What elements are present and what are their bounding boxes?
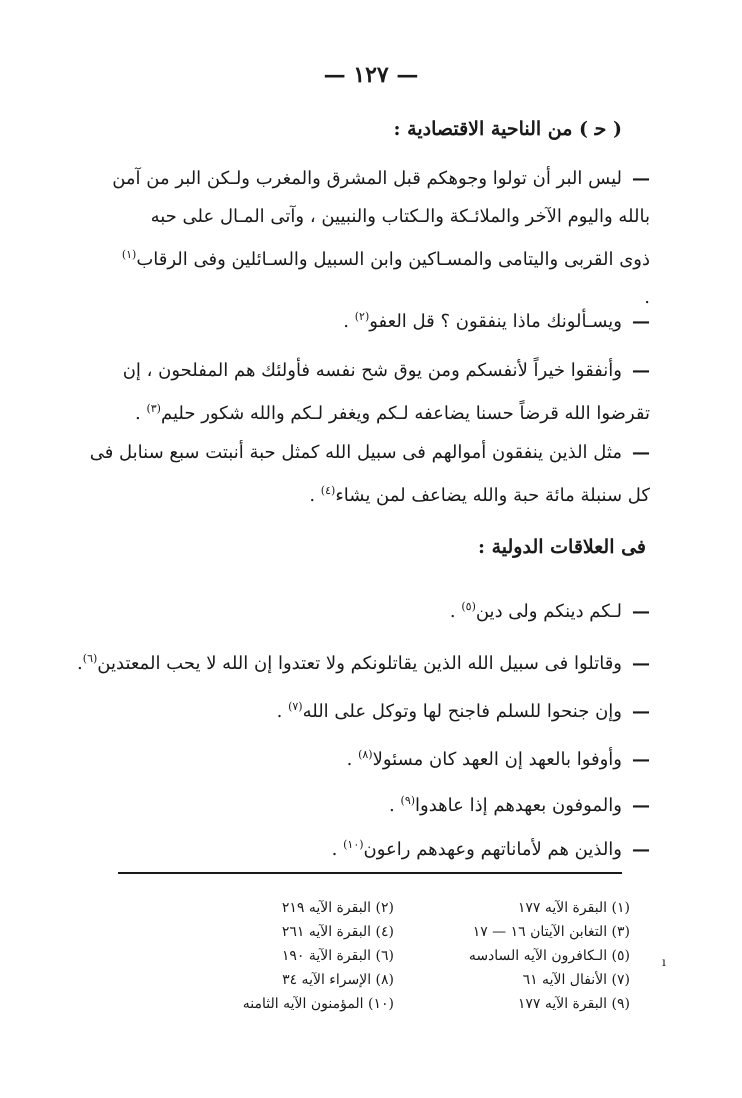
verse-line: وأوفوا بالعهد إن العهد كان مسئولا xyxy=(372,749,622,770)
verse-line: وقاتلوا فى سبيل الله الذين يقاتلونكم ولا تعتدوا إن الله لا يحب المعتدين xyxy=(97,653,622,674)
verse-item xyxy=(110,736,650,779)
verse-line: ذوى القربى واليتامى والمسـاكين وابن السبيل والسـائلين وفى الرقاب xyxy=(136,249,650,270)
footnote-ref: (٢) xyxy=(354,310,370,323)
verse-line: ويسـألونك ماذا ينفقون ؟ قل العفو xyxy=(369,311,622,332)
verse-line: وإن جنحوا للسلم فاجنح لها وتوكل على الله xyxy=(302,701,622,722)
footnote: (١٠) المؤمنون الآيه الثامنه xyxy=(242,996,394,1012)
footnote-divider xyxy=(118,872,622,874)
verse-line: ليس البر أن تولوا وجوهكم قبل المشرق والمغرب ولـكن البر من آمن xyxy=(112,168,622,189)
footnotes-right-column xyxy=(469,896,630,1016)
verse-end: . xyxy=(389,795,395,816)
footnote: (٩) البقرة الآيه ١٧٧ xyxy=(517,996,630,1012)
dash-marker: — xyxy=(632,653,650,674)
verse-item xyxy=(110,782,650,825)
verse-item xyxy=(77,640,650,683)
dash-marker: — xyxy=(632,749,650,770)
footnote: (٧) الأنفال الآيه ٦١ xyxy=(522,972,630,988)
margin-mark: ı xyxy=(662,955,666,969)
dash-marker: — xyxy=(632,839,650,860)
verse-line: مثل الذين ينفقون أموالهم فى سبيل الله كمثل حبة أنبتت سبع سنابل فى xyxy=(89,442,622,463)
section-heading-international: فى العلاقات الدولية : xyxy=(477,536,646,558)
footnote-ref: (١) xyxy=(121,248,137,261)
footnote-ref: (٩) xyxy=(400,794,416,807)
footnote-ref: (٤) xyxy=(320,484,336,497)
dash-marker: — xyxy=(632,360,650,381)
verse-item xyxy=(89,434,650,515)
footnote: (٣) التغابن الآيتان ١٦ — ١٧ xyxy=(472,924,630,940)
footnote-ref: (١٠) xyxy=(343,838,364,851)
verse-item xyxy=(110,298,650,341)
footnote-ref: (٣) xyxy=(146,402,161,415)
verse-line: لـكم دينكم ولى دين xyxy=(475,601,622,622)
footnote-ref: (٨) xyxy=(358,748,373,761)
verse-end: . xyxy=(644,287,650,308)
footnote: (٤) البقرة الآيه ٢٦١ xyxy=(281,924,394,940)
verse-end: . xyxy=(276,701,283,722)
footnote: (١) البقرة الآيه ١٧٧ xyxy=(517,900,630,916)
footnote-ref: (٦) xyxy=(82,652,98,665)
footnote-ref: (٥) xyxy=(461,600,476,613)
page-number: — ١٢٧ — xyxy=(323,62,419,88)
footnote: (٢) البقرة الآيه ٢١٩ xyxy=(281,900,394,916)
dash-marker: — xyxy=(632,168,650,189)
footnote: (٦) البقرة الآية ١٩٠ xyxy=(281,948,394,964)
verse-end: . xyxy=(309,485,316,506)
footnote-ref: (٧) xyxy=(288,700,303,713)
verse-item xyxy=(110,352,650,433)
verse-line: تقرضوا الله قرضاً حسنا يضاعفه لـكم ويغفر لـكم والله شكور حليم xyxy=(160,403,650,424)
dash-marker: — xyxy=(632,442,650,463)
footnotes-left-column xyxy=(243,896,394,1016)
verse-end: . xyxy=(77,653,83,674)
dash-marker: — xyxy=(632,701,650,722)
verse-end: . xyxy=(449,601,456,622)
section-heading-economic: ( ﺣ ) من الناحية الاقتصادية : xyxy=(393,118,622,140)
verse-end: . xyxy=(346,749,353,770)
dash-marker: — xyxy=(632,795,650,816)
verse-line: وأنفقوا خيراً لأنفسكم ومن يوق شح نفسه فأولئك هم المفلحون ، إن xyxy=(122,360,622,381)
verse-item xyxy=(110,160,650,317)
footnote: (٨) الإسراء الآيه ٣٤ xyxy=(282,972,394,988)
verse-item xyxy=(110,588,650,631)
verse-line: كل سنبلة مائة حبة والله يضاعف لمن يشاء xyxy=(335,485,650,506)
verse-line: والموفون بعهدهم إذا عاهدوا xyxy=(415,795,622,816)
dash-marker: — xyxy=(632,601,650,622)
dash-marker: — xyxy=(632,311,650,332)
verse-end: . xyxy=(343,311,349,332)
verse-line: بالله واليوم الآخر والملائـكة والـكتاب والنبيين ، وآتى المـال على حبه xyxy=(150,206,650,227)
footnote: (٥) الـكافرون الآيه السادسه xyxy=(468,948,630,964)
verse-item xyxy=(110,826,650,869)
verse-end: . xyxy=(134,403,141,424)
verse-end: . xyxy=(331,839,338,860)
verse-line: والذين هم لأماناتهم وعهدهم راعون xyxy=(363,839,622,860)
verse-item xyxy=(110,688,650,731)
